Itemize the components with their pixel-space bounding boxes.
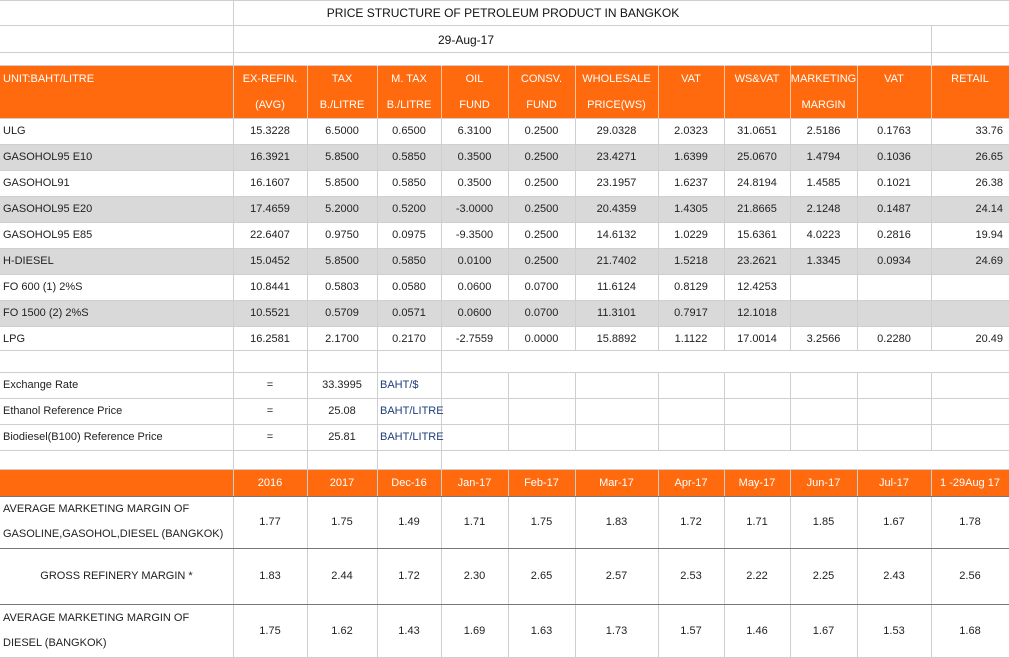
column-header: MARKETING (790, 72, 857, 85)
price-cell: 0.2500 (524, 229, 559, 241)
product-name: GASOHOL95 E20 (3, 203, 93, 215)
price-cell: 15.3228 (250, 125, 290, 137)
column-header: RETAIL (951, 72, 989, 85)
price-cell: 0.0100 (457, 255, 492, 267)
price-cell: 0.5709 (325, 307, 359, 319)
price-cell: -9.3500 (455, 229, 494, 241)
column-header: WHOLESALE (582, 72, 651, 85)
margin-row-label: GROSS REFINERY MARGIN * (40, 570, 193, 582)
margin-cell: 1.72 (680, 516, 702, 528)
price-cell: 0.0975 (392, 229, 426, 241)
price-cell: 24.8194 (737, 177, 777, 189)
price-cell: 16.3921 (250, 151, 290, 163)
price-cell: 5.8500 (325, 255, 359, 267)
price-cell: 15.6361 (737, 229, 777, 241)
margin-row-label: AVERAGE MARKETING MARGIN OF DIESEL (BANGKOK) (3, 611, 190, 649)
period-header: May-17 (738, 476, 776, 489)
price-cell: 0.2500 (524, 151, 559, 163)
product-name: GASOHOL95 E85 (3, 229, 93, 241)
price-cell: 31.0651 (737, 125, 777, 137)
price-cell: 0.7917 (674, 307, 708, 319)
price-cell: 0.3500 (457, 177, 492, 189)
column-subheader: FUND (526, 99, 557, 111)
column-subheader: B./LITRE (386, 99, 432, 111)
price-cell: 29.0328 (596, 125, 637, 137)
grid-hline (0, 25, 1009, 26)
price-cell: 16.1607 (250, 177, 290, 189)
price-cell: -3.0000 (455, 203, 494, 215)
margin-cell: 2.44 (331, 570, 353, 582)
margin-cell: 2.43 (883, 570, 905, 582)
period-header: Jun-17 (806, 476, 841, 489)
margin-cell: 1.67 (812, 624, 835, 637)
price-cell: 0.5850 (392, 151, 426, 163)
unit-label: UNIT:BAHT/LITRE (3, 72, 95, 85)
margin-cell: 1.73 (605, 624, 628, 637)
grid-vline (575, 372, 576, 450)
price-cell (790, 300, 857, 326)
price-cell: 1.4794 (806, 151, 841, 163)
price-cell: 26.65 (975, 151, 1003, 163)
price-cell: 2.1248 (806, 203, 841, 215)
price-cell: 0.9750 (325, 229, 359, 241)
margin-cell: 2.22 (746, 570, 768, 582)
column-subheader: B./LITRE (319, 99, 365, 111)
reference-unit: BAHT/LITRE (380, 431, 444, 443)
price-cell: 0.5200 (392, 203, 426, 215)
margin-cell: 1.43 (398, 624, 420, 637)
price-cell: 1.4585 (806, 177, 841, 189)
price-cell: 0.2500 (524, 125, 559, 137)
margin-cell: 2.65 (530, 570, 553, 582)
column-header: CONSV. (520, 72, 563, 85)
grid-vline (790, 372, 791, 450)
price-cell: 0.2280 (877, 333, 911, 345)
margin-cell: 1.68 (959, 624, 981, 637)
report-date: 29-Aug-17 (437, 33, 495, 47)
column-subheader: MARGIN (801, 99, 846, 111)
grid-vline (658, 372, 659, 450)
price-cell: 0.2500 (524, 203, 559, 215)
price-cell: 10.8441 (250, 281, 290, 293)
price-cell: 5.8500 (325, 151, 359, 163)
price-cell: 4.0223 (806, 229, 841, 241)
price-cell: 6.3100 (457, 125, 492, 137)
period-header: Mar-17 (599, 476, 634, 489)
price-cell: 0.6500 (392, 125, 426, 137)
price-cell: 0.0000 (524, 333, 559, 345)
margin-cell: 1.83 (605, 516, 628, 528)
price-cell (931, 300, 1009, 326)
price-cell: 1.3345 (806, 255, 841, 267)
price-cell: 21.8665 (737, 203, 777, 215)
reference-label: Exchange Rate (3, 379, 79, 391)
margin-cell: 1.57 (680, 624, 702, 637)
price-cell (857, 274, 931, 300)
price-cell: 0.1036 (877, 151, 911, 163)
reference-unit: BAHT/$ (380, 379, 419, 391)
period-header: 2017 (329, 476, 355, 489)
price-cell: 20.49 (975, 333, 1003, 345)
price-cell: 12.1018 (737, 307, 777, 319)
grid-vline (508, 372, 509, 450)
price-cell: 1.6237 (674, 177, 708, 189)
price-cell: 1.5218 (674, 255, 708, 267)
price-cell: 14.6132 (596, 229, 637, 241)
price-cell: -2.7559 (455, 333, 494, 345)
price-cell: 2.5186 (806, 125, 841, 137)
margin-cell: 1.62 (331, 624, 353, 637)
price-cell: 0.1763 (877, 125, 911, 137)
price-cell: 1.6399 (674, 151, 708, 163)
price-cell: 6.5000 (325, 125, 359, 137)
column-header: OIL (465, 72, 484, 85)
grid-hline (0, 450, 1009, 451)
margin-cell: 2.57 (605, 570, 628, 582)
margin-cell: 1.46 (746, 624, 768, 637)
margin-cell: 2.25 (812, 570, 835, 582)
reference-equals: = (266, 379, 274, 391)
price-cell: 11.6124 (597, 281, 636, 293)
price-cell: 0.2500 (524, 177, 559, 189)
price-cell: 0.3500 (457, 151, 492, 163)
column-subheader: PRICE(WS) (587, 99, 646, 111)
price-cell: 0.0600 (457, 307, 492, 319)
price-cell: 1.4305 (674, 203, 708, 215)
reference-value: 25.08 (328, 405, 356, 417)
period-header: 1 -29Aug 17 (940, 476, 1000, 489)
price-cell: 21.7402 (596, 255, 637, 267)
price-cell: 0.0571 (392, 307, 426, 319)
reference-value: 33.3995 (322, 379, 362, 391)
product-name: H-DIESEL (3, 255, 54, 267)
price-cell: 0.0600 (457, 281, 492, 293)
price-cell: 20.4359 (596, 203, 637, 215)
product-name: FO 600 (1) 2%S (3, 281, 83, 293)
price-cell: 0.0580 (392, 281, 426, 293)
margin-cell: 1.67 (883, 516, 905, 528)
price-cell: 1.1122 (674, 333, 708, 345)
margin-cell: 2.30 (463, 570, 486, 582)
column-header: VAT (884, 72, 904, 85)
price-cell: 12.4253 (737, 281, 777, 293)
margin-cell: 1.78 (959, 516, 981, 528)
price-cell: 10.5521 (250, 307, 290, 319)
price-cell: 0.5803 (325, 281, 359, 293)
period-header: Dec-16 (391, 476, 427, 489)
product-name: GASOHOL95 E10 (3, 151, 93, 163)
margin-cell: 1.49 (398, 516, 420, 528)
column-subheader: FUND (459, 99, 490, 111)
margin-cell: 1.77 (259, 516, 281, 528)
margin-cell: 1.69 (463, 624, 486, 637)
margin-cell: 2.53 (680, 570, 702, 582)
period-header: Jan-17 (457, 476, 492, 489)
grid-vline (724, 372, 725, 450)
column-header: VAT (681, 72, 701, 85)
margin-cell: 2.56 (959, 570, 981, 582)
product-name: FO 1500 (2) 2%S (3, 307, 89, 319)
margin-cell: 1.71 (746, 516, 768, 528)
price-cell: 0.1487 (877, 203, 911, 215)
price-cell: 25.0670 (737, 151, 777, 163)
grid-vline (857, 372, 858, 450)
column-header: EX-REFIN. (242, 72, 298, 85)
period-header: Apr-17 (674, 476, 708, 489)
product-name: GASOHOL91 (3, 177, 70, 189)
price-cell (790, 274, 857, 300)
price-cell: 23.2621 (737, 255, 777, 267)
price-cell: 17.4659 (250, 203, 290, 215)
price-cell: 3.2566 (806, 333, 841, 345)
reference-unit: BAHT/LITRE (380, 405, 444, 417)
price-cell: 26.38 (975, 177, 1003, 189)
reference-label: Biodiesel(B100) Reference Price (3, 431, 163, 443)
price-cell: 33.76 (975, 125, 1003, 137)
price-cell: 24.69 (975, 255, 1003, 267)
margin-cell: 1.75 (259, 624, 281, 637)
price-cell: 0.5850 (392, 255, 426, 267)
price-cell: 0.2816 (877, 229, 911, 241)
price-cell: 2.0323 (674, 125, 708, 137)
price-cell: 0.2500 (524, 255, 559, 267)
price-cell: 22.6407 (250, 229, 290, 241)
price-cell: 15.8892 (596, 333, 637, 345)
reference-equals: = (266, 431, 274, 443)
price-cell (857, 300, 931, 326)
price-cell: 2.1700 (325, 333, 359, 345)
margin-cell: 1.71 (463, 516, 486, 528)
period-header: Jul-17 (879, 476, 909, 489)
page-title: PRICE STRUCTURE OF PETROLEUM PRODUCT IN BANGKOK (326, 5, 680, 20)
price-cell: 0.2170 (392, 333, 426, 345)
column-subheader: (AVG) (255, 99, 285, 111)
price-cell: 17.0014 (737, 333, 777, 345)
margin-cell: 1.75 (530, 516, 553, 528)
margin-cell: 1.75 (331, 516, 353, 528)
price-cell: 19.94 (975, 229, 1003, 241)
period-header: 2016 (257, 476, 283, 489)
margin-cell: 1.85 (812, 516, 835, 528)
column-header: TAX (331, 72, 353, 85)
column-header: WS&VAT (734, 72, 780, 85)
price-cell: 1.0229 (674, 229, 708, 241)
price-cell: 0.0700 (524, 281, 559, 293)
price-cell: 16.2581 (250, 333, 290, 345)
price-cell: 0.5850 (392, 177, 426, 189)
price-cell: 5.8500 (325, 177, 359, 189)
reference-equals: = (266, 405, 274, 417)
product-name: ULG (3, 125, 26, 137)
product-name: LPG (3, 333, 26, 345)
grid-vline (931, 372, 932, 450)
price-cell: 0.8129 (674, 281, 708, 293)
price-cell: 0.1021 (877, 177, 911, 189)
grid-vline (931, 25, 932, 65)
price-cell: 24.14 (975, 203, 1003, 215)
margin-cell: 1.83 (259, 570, 281, 582)
price-cell (931, 274, 1009, 300)
price-cell: 23.4271 (596, 151, 637, 163)
column-header: M. TAX (391, 72, 427, 85)
price-cell: 15.0452 (250, 255, 290, 267)
margin-row-label: AVERAGE MARKETING MARGIN OF GASOLINE,GASOHOL,DIESEL (BANGKOK) (3, 503, 224, 540)
reference-value: 25.81 (328, 431, 356, 443)
price-cell: 0.0934 (877, 255, 911, 267)
price-cell: 23.1957 (596, 177, 637, 189)
period-header: Feb-17 (524, 476, 559, 489)
reference-label: Ethanol Reference Price (3, 405, 123, 417)
price-cell: 5.2000 (325, 203, 359, 215)
price-cell: 0.0700 (524, 307, 559, 319)
margin-cell: 1.72 (398, 570, 420, 582)
margin-cell: 1.53 (883, 624, 905, 637)
margin-cell: 1.63 (530, 624, 553, 637)
price-cell: 11.3101 (597, 307, 636, 319)
